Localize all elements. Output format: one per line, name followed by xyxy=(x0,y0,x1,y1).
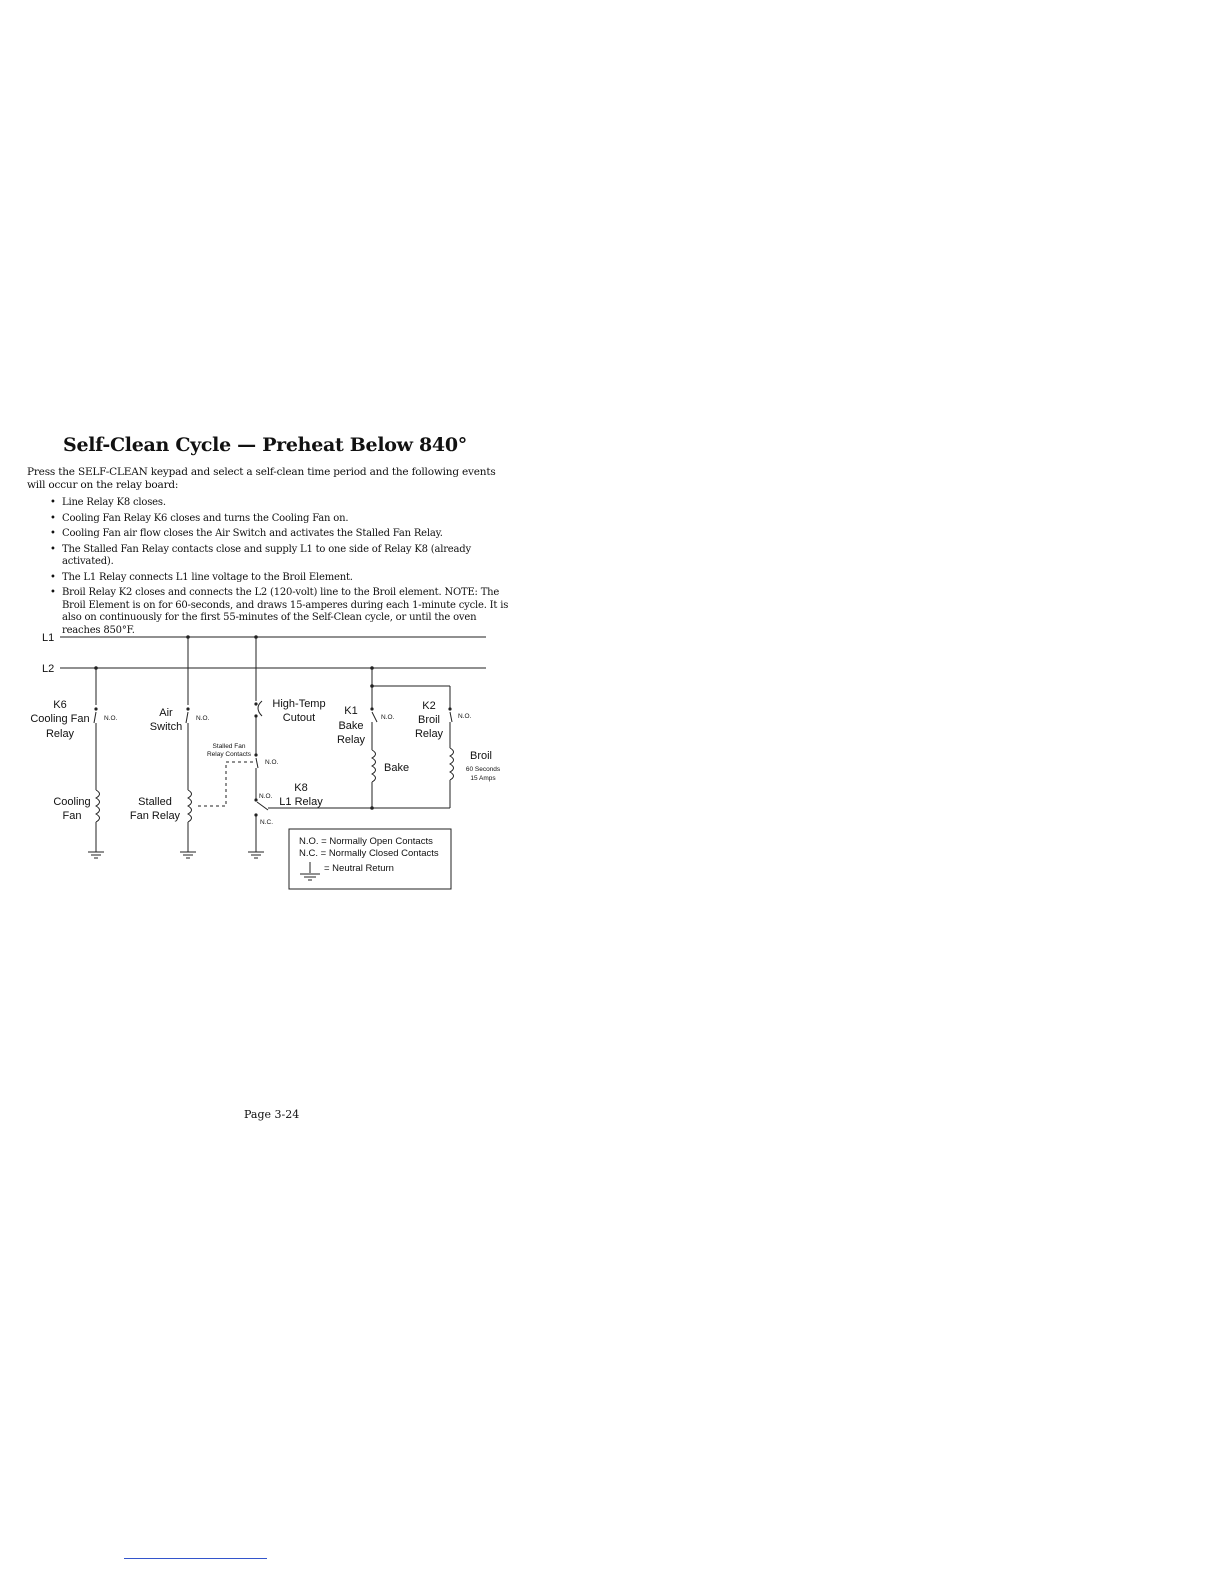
list-item: • Broil Relay K2 closes and connects the L2 (120-volt) line to the Broil element. NOTE: The Broil Element is on for 60-seconds, and draws 15-amperes during each 1-minute cycle. It is also on continuously for the first 55-minutes of the Self-Clean cycle, or until the oven reaches 850°F. xyxy=(50,587,510,637)
list-item: • Line Relay K8 closes. xyxy=(50,497,510,510)
relay-circuit-diagram xyxy=(0,620,530,900)
no-label: N.O. xyxy=(458,713,472,720)
ground-icon xyxy=(300,862,320,880)
stalled-contact xyxy=(256,758,258,768)
k1-contact xyxy=(372,712,377,722)
k1-label: Relay xyxy=(336,734,366,746)
list-item: • The Stalled Fan Relay contacts close and supply L1 to one side of Relay K8 (already activated). xyxy=(50,544,510,569)
k2-label: Broil xyxy=(417,714,441,726)
no-label: N.O. xyxy=(381,714,395,721)
k1-label: K1 xyxy=(344,705,358,717)
k2-label: Relay xyxy=(414,728,444,740)
broil-element xyxy=(450,748,454,780)
k8-label: L1 Relay xyxy=(279,796,323,808)
legend-box xyxy=(289,829,451,889)
page-number: Page 3-24 xyxy=(244,1108,300,1121)
k8-contact xyxy=(257,802,268,810)
k2-contact xyxy=(450,712,452,722)
air-switch-contact xyxy=(186,712,188,723)
cooling-fan-label: Fan xyxy=(62,810,82,822)
broil-timing-label: 60 Seconds xyxy=(465,766,501,773)
stalled-relay-label: Stalled xyxy=(138,796,172,808)
no-label: N.O. xyxy=(104,715,118,722)
stalled-link-dashed xyxy=(198,762,256,806)
k2-label: K2 xyxy=(422,700,436,712)
k6-label: K6 xyxy=(53,699,67,711)
high-temp-label: Cutout xyxy=(282,712,316,724)
stalled-fan-relay-coil xyxy=(188,790,192,822)
legend-entry: = Neutral Return xyxy=(324,863,394,874)
no-label: N.O. xyxy=(259,793,273,800)
footer-link-underline[interactable] xyxy=(124,1558,267,1559)
list-item: • Cooling Fan air flow closes the Air Switch and activates the Stalled Fan Relay. xyxy=(50,528,510,541)
nc-label: N.C. xyxy=(260,819,273,826)
broil-label: Broil xyxy=(470,750,493,762)
bake-element xyxy=(372,750,376,782)
legend-entry: N.O. = Normally Open Contacts xyxy=(299,836,433,847)
list-item: • Cooling Fan Relay K6 closes and turns the Cooling Fan on. xyxy=(50,513,510,526)
no-label: N.O. xyxy=(265,759,279,766)
high-temp-label: High-Temp xyxy=(272,698,326,710)
page-title: Self-Clean Cycle — Preheat Below 840° xyxy=(63,434,467,456)
l1-label: L1 xyxy=(42,632,55,644)
event-list xyxy=(50,497,510,640)
k8-label: K8 xyxy=(294,782,308,794)
air-switch-label: Switch xyxy=(149,721,183,733)
air-switch-label: Air xyxy=(159,707,173,719)
broil-timing-label: 15 Amps xyxy=(470,775,496,782)
l2-label: L2 xyxy=(42,663,55,675)
k6-label: Relay xyxy=(45,728,75,740)
cooling-fan-label: Cooling xyxy=(53,796,91,808)
stalled-contacts-label: Relay Contacts xyxy=(206,751,252,758)
legend-entry: N.C. = Normally Closed Contacts xyxy=(299,848,439,859)
stalled-contacts-label: Stalled Fan xyxy=(212,743,246,750)
list-item: • The L1 Relay connects L1 line voltage to the Broil Element. xyxy=(50,572,510,585)
k6-contact xyxy=(94,712,96,723)
k1-label: Bake xyxy=(338,720,364,732)
intro-paragraph: Press the SELF-CLEAN keypad and select a self-clean time period and the following events will occur on the relay board: xyxy=(27,466,496,491)
stalled-relay-label: Fan Relay xyxy=(129,810,181,822)
cooling-fan-coil xyxy=(96,790,100,822)
no-label: N.O. xyxy=(196,715,210,722)
high-temp-cutout-switch xyxy=(258,701,262,716)
k6-label: Cooling Fan xyxy=(30,713,90,725)
bake-label: Bake xyxy=(384,762,410,774)
